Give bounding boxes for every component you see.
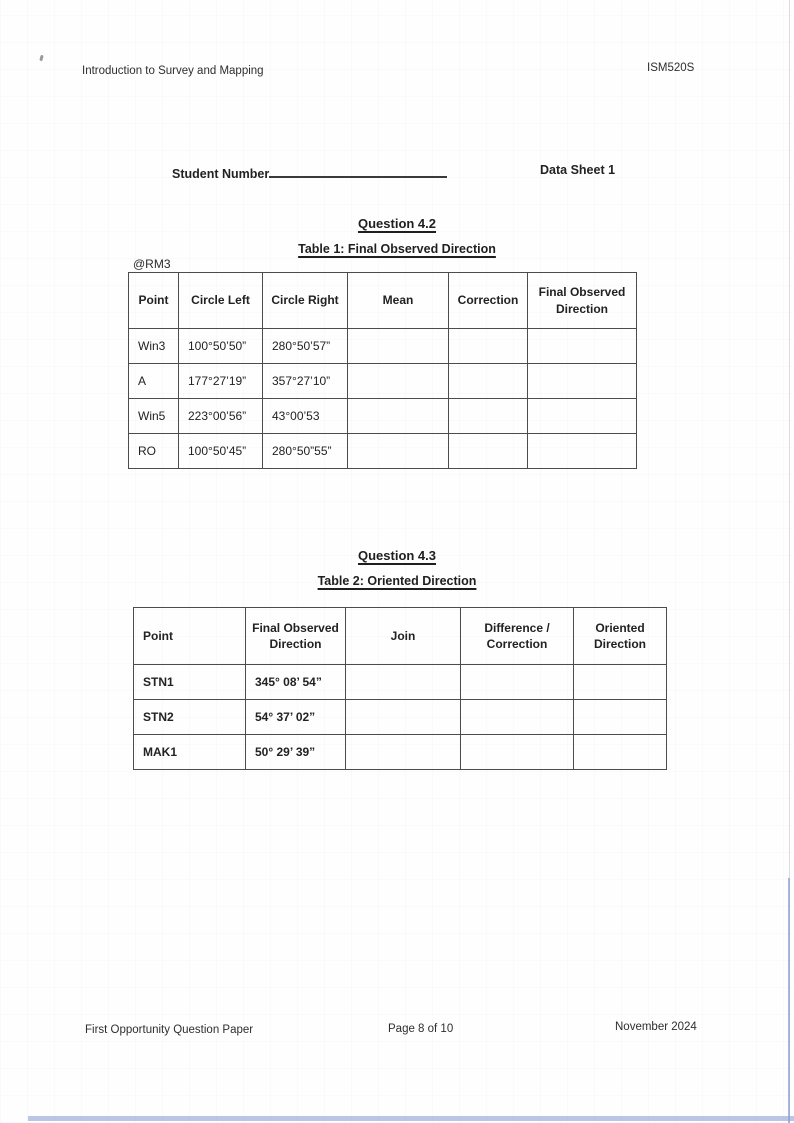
column-header: Circle Right (263, 273, 348, 329)
circle-right-cell: 357°27’10” (263, 364, 348, 399)
table-row (134, 665, 667, 700)
difference-correction-cell-empty (461, 700, 574, 735)
difference-correction-cell-empty (461, 665, 574, 700)
table-row (134, 700, 667, 735)
column-header: Correction (449, 273, 528, 329)
point-cell: STN1 (134, 665, 246, 700)
column-header: Point (134, 608, 246, 665)
circle-right-cell: 43°00’53 (263, 399, 348, 434)
oriented-direction-cell-empty (574, 735, 667, 770)
column-header: Difference / Correction (461, 608, 574, 665)
scan-speck (39, 55, 43, 62)
circle-left-cell: 100°50’45” (179, 434, 263, 469)
table-1-title: Table 1: Final Observed Direction (298, 242, 496, 256)
student-number-label: Student Number (172, 167, 270, 181)
student-number-blank (269, 165, 447, 178)
mean-cell-empty (348, 364, 449, 399)
circle-left-cell: 223°00’56” (179, 399, 263, 434)
question-4-2-title: Question 4.2 (357, 216, 437, 231)
student-number-line (172, 165, 447, 181)
footer-page-number: Page 8 of 10 (388, 1023, 454, 1035)
footer-paper-name: First Opportunity Question Paper (85, 1024, 254, 1036)
table-header-row (129, 273, 637, 329)
oriented-direction-cell-empty (574, 700, 667, 735)
mean-cell-empty (348, 329, 449, 364)
final-observed-direction-cell: 50° 29’ 39” (246, 735, 346, 770)
column-header: Circle Left (179, 273, 263, 329)
footer-date: November 2024 (615, 1021, 697, 1033)
correction-cell-empty (449, 434, 528, 469)
join-cell-empty (346, 665, 461, 700)
oriented-direction-cell-empty (574, 665, 667, 700)
join-cell-empty (346, 735, 461, 770)
station-label: @RM3 (133, 257, 171, 271)
circle-left-cell: 100°50’50” (179, 329, 263, 364)
scan-edge-blue-bottom (28, 1116, 794, 1121)
point-cell: RO (129, 434, 179, 469)
final-observed-direction-cell-empty (528, 329, 637, 364)
final-observed-direction-cell-empty (528, 364, 637, 399)
question-4-3-title: Question 4.3 (357, 548, 437, 563)
column-header: Final Observed Direction (528, 273, 637, 329)
table-row (134, 735, 667, 770)
scan-edge-blue-right (788, 878, 790, 1123)
column-header: Mean (348, 273, 449, 329)
table-final-observed-direction (128, 272, 637, 469)
table-2-title: Table 2: Oriented Direction (317, 574, 477, 588)
correction-cell-empty (449, 364, 528, 399)
point-cell: STN2 (134, 700, 246, 735)
course-code: ISM520S (647, 62, 695, 74)
course-title: Introduction to Survey and Mapping (82, 65, 264, 77)
column-header: Join (346, 608, 461, 665)
final-observed-direction-cell-empty (528, 434, 637, 469)
table-header-row (134, 608, 667, 665)
point-cell: Win5 (129, 399, 179, 434)
mean-cell-empty (348, 434, 449, 469)
table-row (129, 399, 637, 434)
table-row (129, 434, 637, 469)
column-header: Final Observed Direction (246, 608, 346, 665)
table-row (129, 329, 637, 364)
final-observed-direction-cell: 54° 37’ 02” (246, 700, 346, 735)
circle-left-cell: 177°27’19” (179, 364, 263, 399)
join-cell-empty (346, 700, 461, 735)
mean-cell-empty (348, 399, 449, 434)
column-header: Oriented Direction (574, 608, 667, 665)
difference-correction-cell-empty (461, 735, 574, 770)
data-sheet-label: Data Sheet 1 (540, 163, 616, 177)
correction-cell-empty (449, 399, 528, 434)
table-row (129, 364, 637, 399)
circle-right-cell: 280°50’57” (263, 329, 348, 364)
point-cell: Win3 (129, 329, 179, 364)
table-oriented-direction (133, 607, 667, 770)
column-header: Point (129, 273, 179, 329)
point-cell: A (129, 364, 179, 399)
final-observed-direction-cell: 345° 08’ 54” (246, 665, 346, 700)
point-cell: MAK1 (134, 735, 246, 770)
correction-cell-empty (449, 329, 528, 364)
circle-right-cell: 280°50”55” (263, 434, 348, 469)
final-observed-direction-cell-empty (528, 399, 637, 434)
